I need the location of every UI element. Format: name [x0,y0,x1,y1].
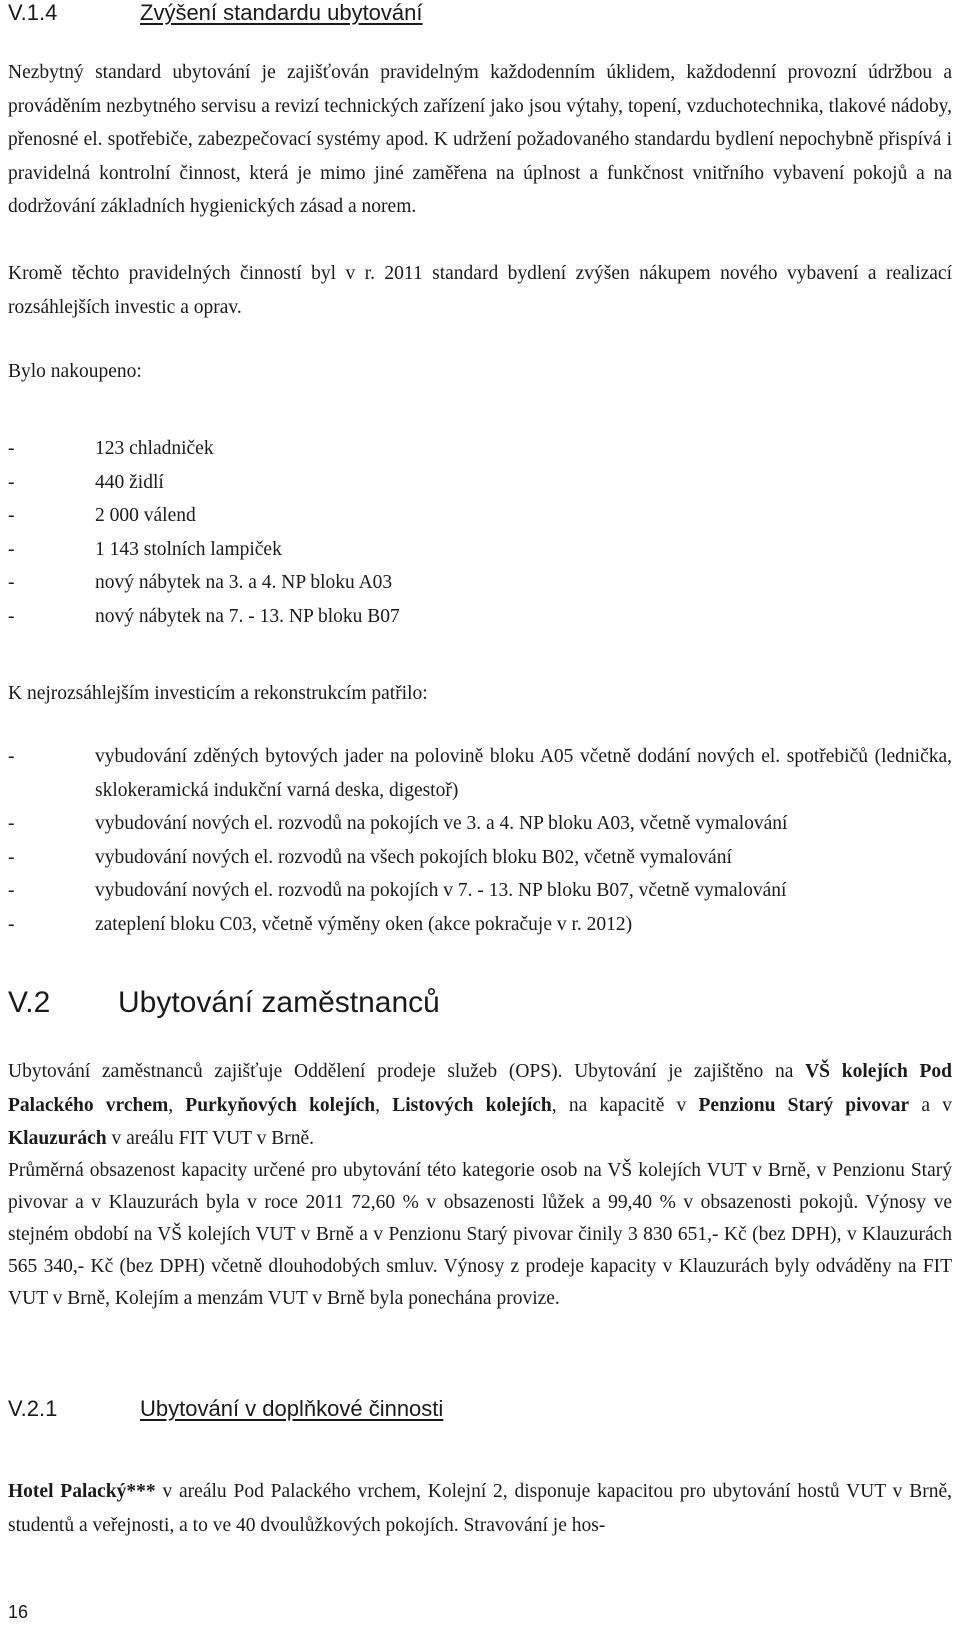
section-title: Ubytování v doplňkové činnosti [140,1396,444,1421]
list-item: - 440 židlí [8,471,164,493]
list-item: - 1 143 stolních lampiček [8,538,282,560]
list-item: - vybudování nových el. rozvodů na všech pokojích bloku B02, včetně vymalování [8,846,732,868]
paragraph-improvements: Kromě těchto pravidelných činností byl v r. 2011 standard bydlení zvýšen nákupem nového vybavení a realizací rozsáhlejších investic a oprav. [8,263,952,318]
page-number: 16 [8,1602,29,1622]
list-item: - vybudování zděných bytových jader na polovině bloku A05 včetně dodání nových el. spotřebičů (lednička, sklokeramická indukční varná deska, digestoř) [8,746,952,801]
investments-intro: K nejrozsáhlejším investicím a rekonstrukcím patřilo: [8,683,428,704]
purchased-intro: Bylo nakoupeno: [8,361,142,382]
list-item: - vybudování nových el. rozvodů na pokojích ve 3. a 4. NP bloku A03, včetně vymalování [8,813,788,834]
section-title: Ubytování zaměstnanců [118,986,440,1019]
section-number: V.2 [8,986,51,1019]
section-number: V.2.1 [8,1396,58,1421]
list-item: - nový nábytek na 3. a 4. NP bloku A03 [8,572,393,593]
list-item: - vybudování nových el. rozvodů na pokojích v 7. - 13. NP bloku B07, včetně vymalování [8,880,787,901]
list-item: - 123 chladniček [8,438,214,459]
list-item: - zateplení bloku C03, včetně výměny oken (akce pokračuje v r. 2012) [8,913,633,935]
purchased-list [8,432,952,633]
section-number: V.1.4 [8,0,58,25]
section-title: Zvýšení standardu ubytování [140,0,423,25]
investments-list [8,740,952,941]
list-item: - 2 000 válend [8,505,196,526]
paragraph-standard: Nezbytný standard ubytování je zajišťován pravidelným každodenním úklidem, každodenní provozní údržbou a prováděním nezbytného servisu a revizí technických zařízení jako jsou výtahy, topení, vzduchotechnika, tlakové nádoby, přenosné el. spotřebiče, zabezpečovací systémy apod. K udržení požadovaného standardu bydlení nepochybně přispívá i pravidelná kontrolní činnost, která je mimo jiné zaměřena na úplnost a funkčnost vnitřního vybavení pokojů a na dodržování základních hygienických zásad a norem. [8,62,952,217]
paragraph-hotel: Hotel Palacký*** v areálu Pod Palackého vrchem, Kolejní 2, disponuje kapacitou pro ubytování hostů VUT v Brně, studentů a veřejnosti, a to ve 40 dvoulůžkových pokojích. Stravování je hos- [8,1481,952,1536]
paragraph-employee-accommodation: Ubytování zaměstnanců zajišťuje Oddělení prodeje služeb (OPS). Ubytování je zajištěno na VŠ kolejích Pod Palackého vrchem, Purkyňových kolejích, Listových kolejích, na kapacitě v Penzionu Starý pivovar a v Klauzurách v areálu FIT VUT v Brně. [8,1061,953,1149]
list-item: - nový nábytek na 7. - 13. NP bloku B07 [8,605,400,627]
paragraph-occupancy: Průměrná obsazenost kapacity určené pro ubytování této kategorie osob na VŠ kolejích VUT v Brně, v Penzionu Starý pivovar a v Klauzurách byla v roce 2011 72,60 % v obsazenosti lůžek a 99,40 % v obsazenosti pokojů. Výnosy ve stejném období na VŠ kolejích VUT v Brně a v Penzionu Starý pivovar činily 3 830 651,- Kč (bez DPH), v Klauzurách 565 340,- Kč (bez DPH) včetně dlouhodobých smluv. Výnosy z prodeje kapacity v Klauzurách byly odváděny na FIT VUT v Brně, Kolejím a menzám VUT v Brně byla ponechána provize. [8,1160,952,1309]
